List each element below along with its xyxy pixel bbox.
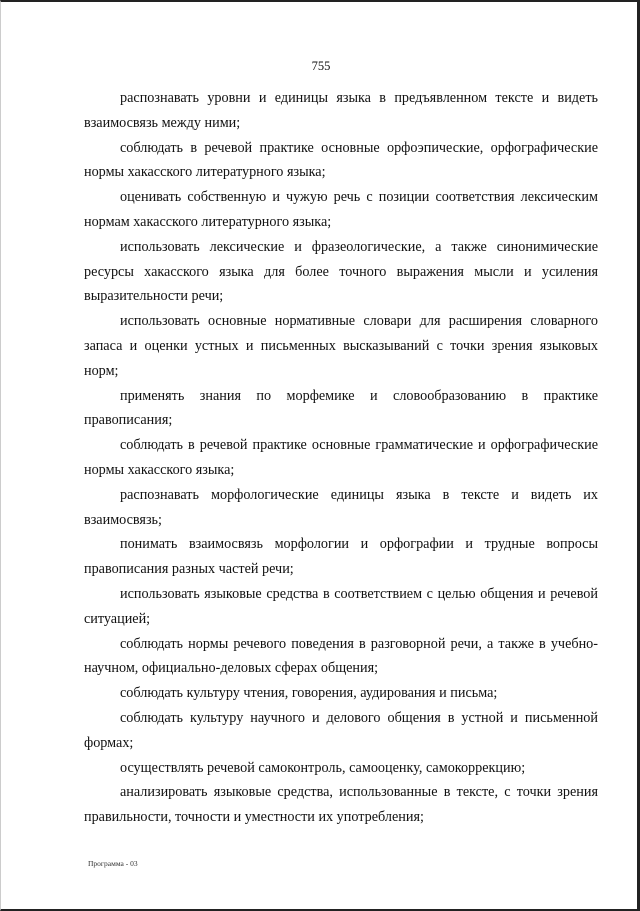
paragraph: соблюдать в речевой практике основные орфоэпические, орфографические нормы хакасского литературного языка;	[84, 139, 598, 181]
paragraph: соблюдать культуру чтения, говорения, аудирования и письма;	[120, 685, 498, 702]
paragraph: применять знания по морфемике и словообразованию в практике правописания;	[84, 387, 598, 429]
paragraph: понимать взаимосвязь морфологии и орфографии и трудные вопросы правописания разных частей речи;	[84, 536, 598, 578]
paragraph: распознавать уровни и единицы языка в предъявленном тексте и видеть взаимосвязь между ними;	[84, 90, 598, 131]
paragraph: оценивать собственную и чужую речь с позиции соответствия лексическим нормам хакасского литературного языка;	[84, 189, 598, 230]
paragraph: использовать лексические и фразеологические, а также синонимические ресурсы хакасского языка для более точного выражения мысли и усиления выразительности речи;	[84, 238, 598, 305]
paragraph: использовать основные нормативные словари для расширения словарного запаса и оценки устных и письменных высказываний с точки зрения языковых норм;	[84, 313, 598, 379]
footer-label: Программа - 03	[88, 859, 138, 868]
paragraph: использовать языковые средства в соответствием с целью общения и речевой ситуацией;	[84, 585, 598, 627]
paragraph: анализировать языковые средства, использованные в тексте, с точки зрения правильности, точности и уместности их употребления;	[84, 784, 598, 826]
paragraph: распознавать морфологические единицы языка в тексте и видеть их взаимосвязь;	[84, 486, 598, 528]
paragraph: соблюдать в речевой практике основные грамматические и орфографические нормы хакасского языка;	[84, 437, 598, 478]
body-text	[84, 86, 598, 830]
paragraph: соблюдать нормы речевого поведения в разговорной речи, а также в учебно-научном, официально-деловых сферах общения;	[84, 635, 598, 677]
paragraph: соблюдать культуру научного и делового общения в устной и письменной формах;	[84, 709, 598, 751]
page-number: 755	[311, 59, 331, 73]
paragraph: осуществлять речевой самоконтроль, самооценку, самокоррекцию;	[120, 759, 526, 776]
